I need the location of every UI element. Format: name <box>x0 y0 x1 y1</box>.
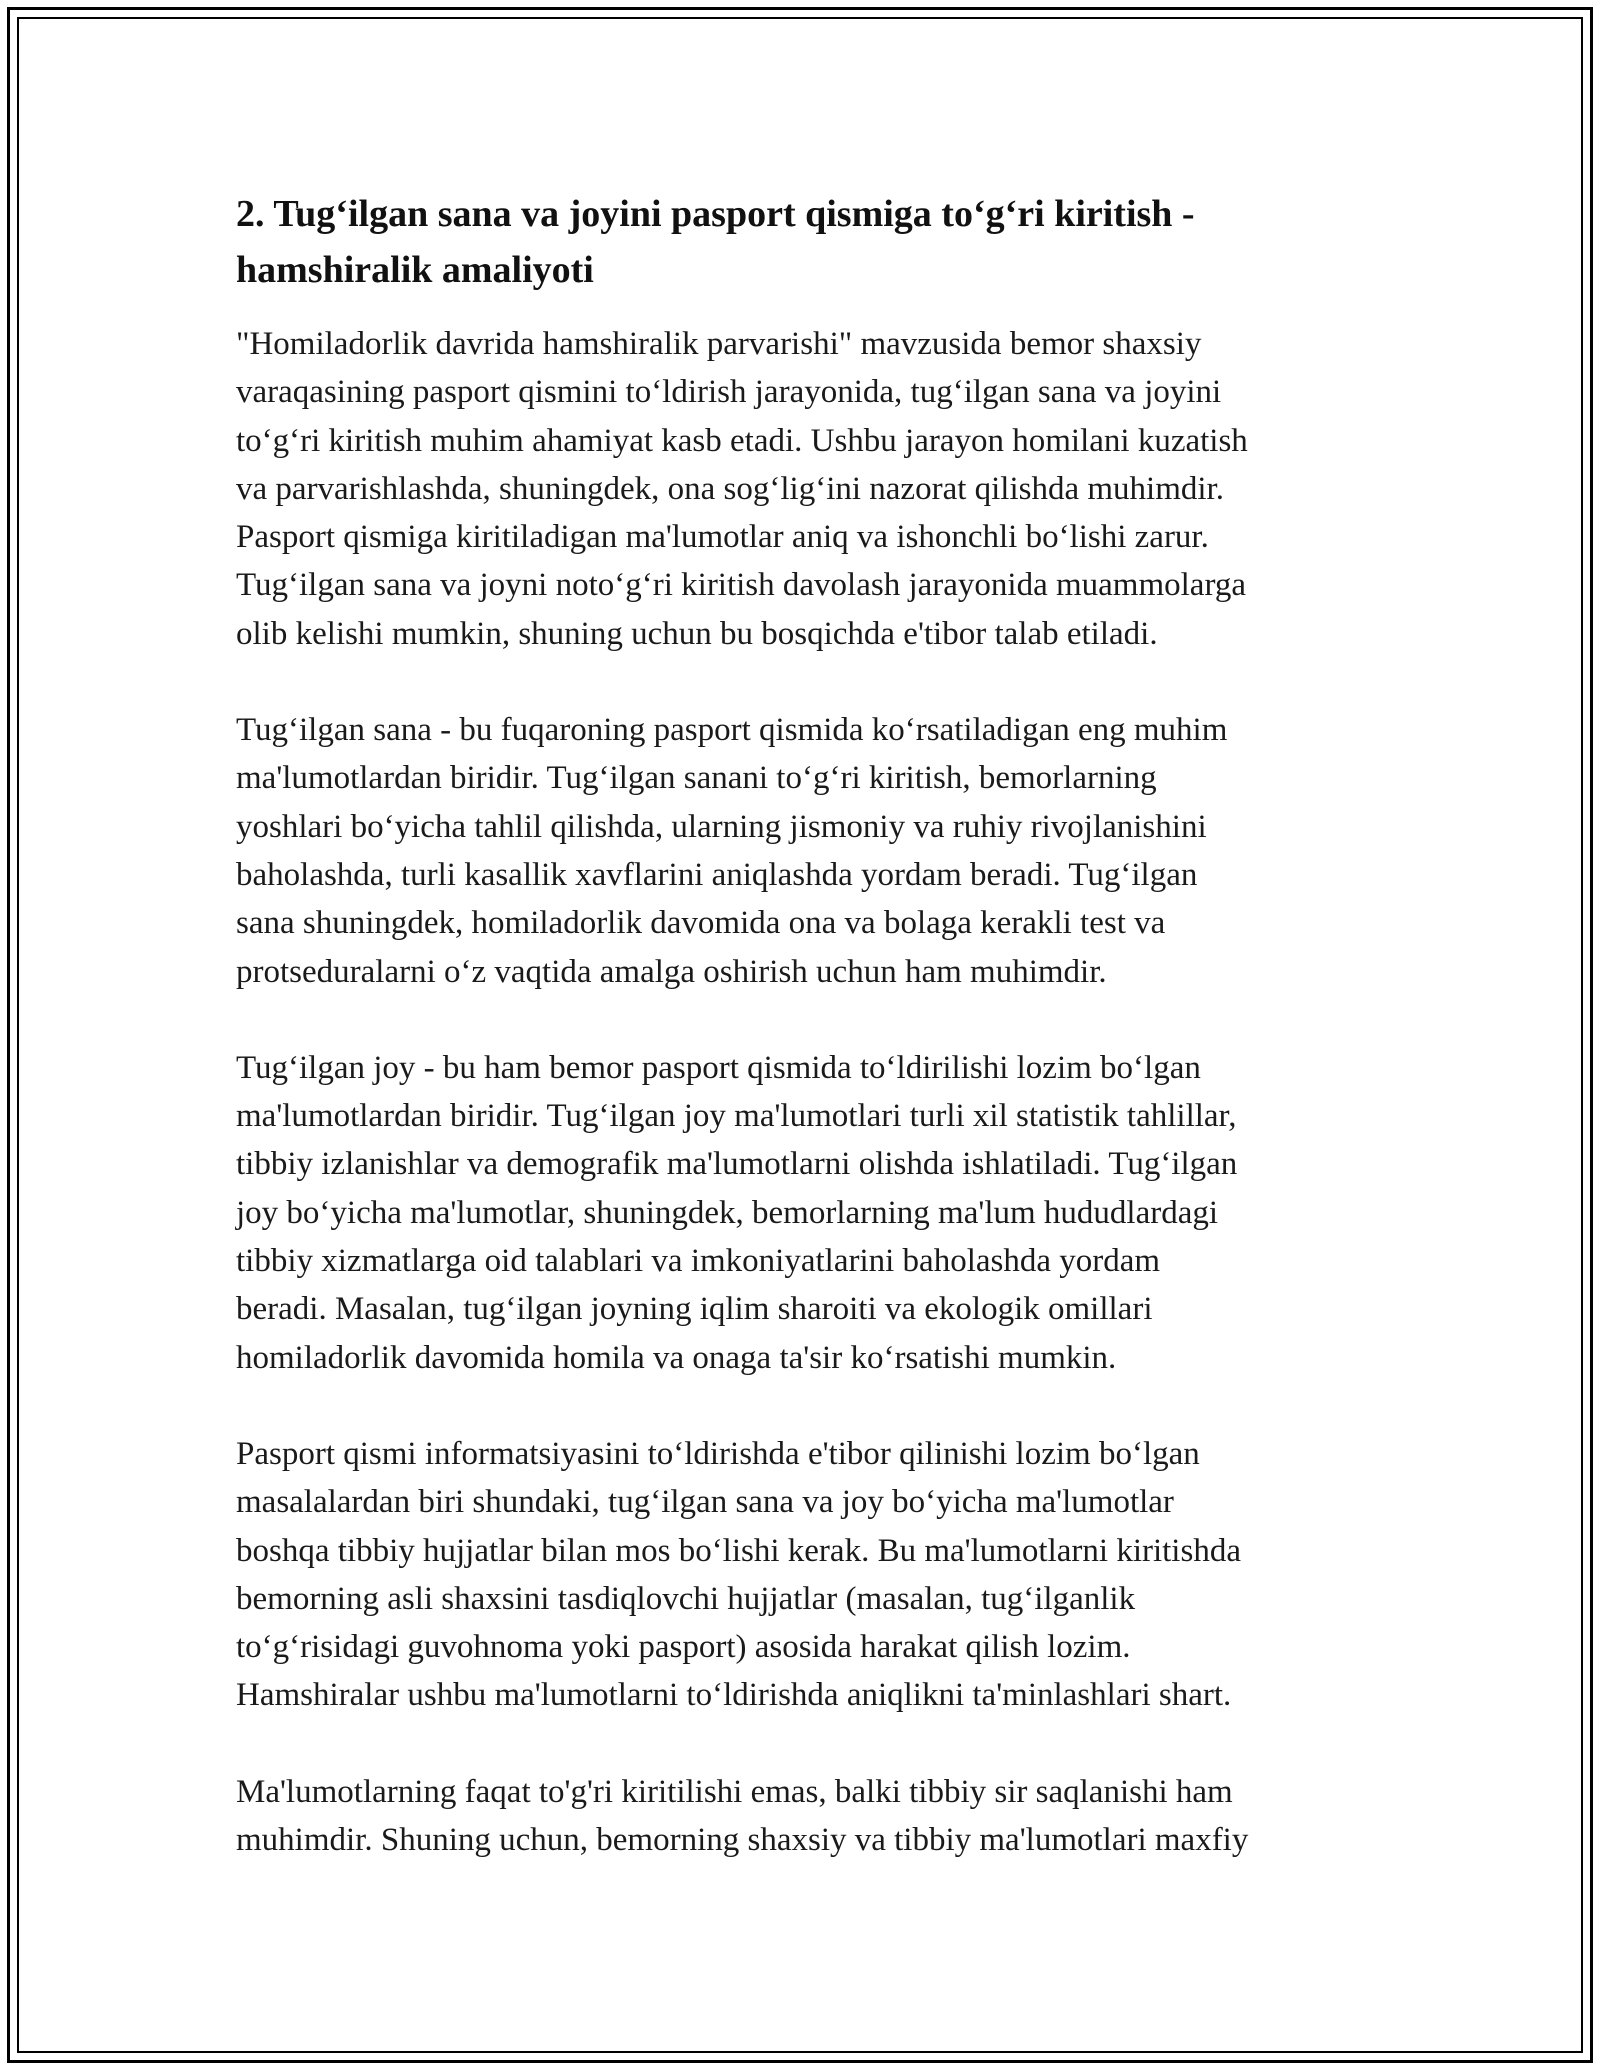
paragraph-line: ma'lumotlardan biridir. Tug‘ilgan joy ma'lumotlari turli xil statistik tahlillar, <box>236 1098 1237 1135</box>
document-body <box>236 186 1376 1912</box>
paragraph-line: tibbiy izlanishlar va demografik ma'lumotlarni olishda ishlatiladi. Tug‘ilgan <box>236 1146 1238 1183</box>
paragraph-line: to‘g‘risidagi guvohnoma yoki pasport) asosida harakat qilish lozim. <box>236 1629 1131 1666</box>
section-heading-line: 2. Tug‘ilgan sana va joyini pasport qismiga to‘g‘ri kiritish - <box>236 193 1195 235</box>
paragraph-line: Hamshiralar ushbu ma'lumotlarni to‘ldirishda aniqlikni ta'minlashlari shart. <box>236 1677 1232 1714</box>
paragraph-line: "Homiladorlik davrida hamshiralik parvarishi" mavzusida bemor shaxsiy <box>236 326 1202 362</box>
paragraph-line: muhimdir. Shuning uchun, bemorning shaxsiy va tibbiy ma'lumotlari maxfiy <box>236 1822 1249 1859</box>
paragraph-line: to‘g‘ri kiritish muhim ahamiyat kasb etadi. Ushbu jarayon homilani kuzatish <box>236 422 1248 459</box>
paragraph-line: Ma'lumotlarning faqat to'g'ri kiritilishi emas, balki tibbiy sir saqlanishi ham <box>236 1773 1233 1810</box>
paragraph-line: baholashda, turli kasallik xavflarini aniqlashda yordam beradi. Tug‘ilgan <box>236 856 1198 893</box>
paragraph-line: Pasport qismiga kiritiladigan ma'lumotlar aniq va ishonchli bo‘lishi zarur. <box>236 519 1209 556</box>
paragraph-line: ma'lumotlardan biridir. Tug‘ilgan sanani to‘g‘ri kiritish, bemorlarning <box>236 760 1157 797</box>
paragraph-line: bemorning asli shaxsini tasdiqlovchi hujjatlar (masalan, tug‘ilganlik <box>236 1580 1136 1617</box>
paragraph-line: boshqa tibbiy hujjatlar bilan mos bo‘lishi kerak. Bu ma'lumotlarni kiritishda <box>236 1532 1241 1569</box>
paragraph-line: olib kelishi mumkin, shuning uchun bu bosqichda e'tibor talab etiladi. <box>236 615 1158 652</box>
paragraph-line: Pasport qismi informatsiyasini to‘ldirishda e'tibor qilinishi lozim bo‘lgan <box>236 1435 1200 1472</box>
paragraph-line: beradi. Masalan, tug‘ilgan joyning iqlim sharoiti va ekologik omillari <box>236 1291 1153 1328</box>
paragraph-line: va parvarishlashda, shuningdek, ona sog‘lig‘ini nazorat qilishda muhimdir. <box>236 470 1224 507</box>
paragraph-3 <box>236 1044 1376 1382</box>
paragraph-line: homiladorlik davomida homila va onaga ta'sir ko‘rsatishi mumkin. <box>236 1339 1117 1376</box>
paragraph-line: masalalardan biri shundaki, tug‘ilgan sana va joy bo‘yicha ma'lumotlar <box>236 1484 1174 1521</box>
paragraph-line: Tug‘ilgan sana - bu fuqaroning pasport qismida ko‘rsatiladigan eng muhim <box>236 712 1228 749</box>
paragraph-line: tibbiy xizmatlarga oid talablari va imkoniyatlarini baholashda yordam <box>236 1243 1161 1280</box>
paragraph-line: joy bo‘yicha ma'lumotlar, shuningdek, bemorlarning ma'lum hududlardagi <box>236 1194 1219 1231</box>
paragraph-4 <box>236 1430 1376 1720</box>
paragraph-1 <box>236 320 1376 658</box>
paragraph-5 <box>236 1768 1376 1865</box>
section-heading <box>236 186 1376 298</box>
paragraph-line: yoshlari bo‘yicha tahlil qilishda, ularning jismoniy va ruhiy rivojlanishini <box>236 808 1207 845</box>
paragraph-line: sana shuningdek, homiladorlik davomida ona va bolaga kerakli test va <box>236 905 1166 942</box>
paragraph-line: Tug‘ilgan joy - bu ham bemor pasport qismida to‘ldirilishi lozim bo‘lgan <box>236 1049 1201 1086</box>
paragraph-line: Tug‘ilgan sana va joyni noto‘g‘ri kiritish davolash jarayonida muammolarga <box>236 567 1246 604</box>
paragraph-2 <box>236 706 1376 996</box>
paragraph-line: varaqasining pasport qismini to‘ldirish jarayonida, tug‘ilgan sana va joyini <box>236 374 1222 411</box>
paragraph-line: protseduralarni o‘z vaqtida amalga oshirish uchun ham muhimdir. <box>236 953 1107 990</box>
section-heading-line: hamshiralik amaliyoti <box>236 249 594 291</box>
